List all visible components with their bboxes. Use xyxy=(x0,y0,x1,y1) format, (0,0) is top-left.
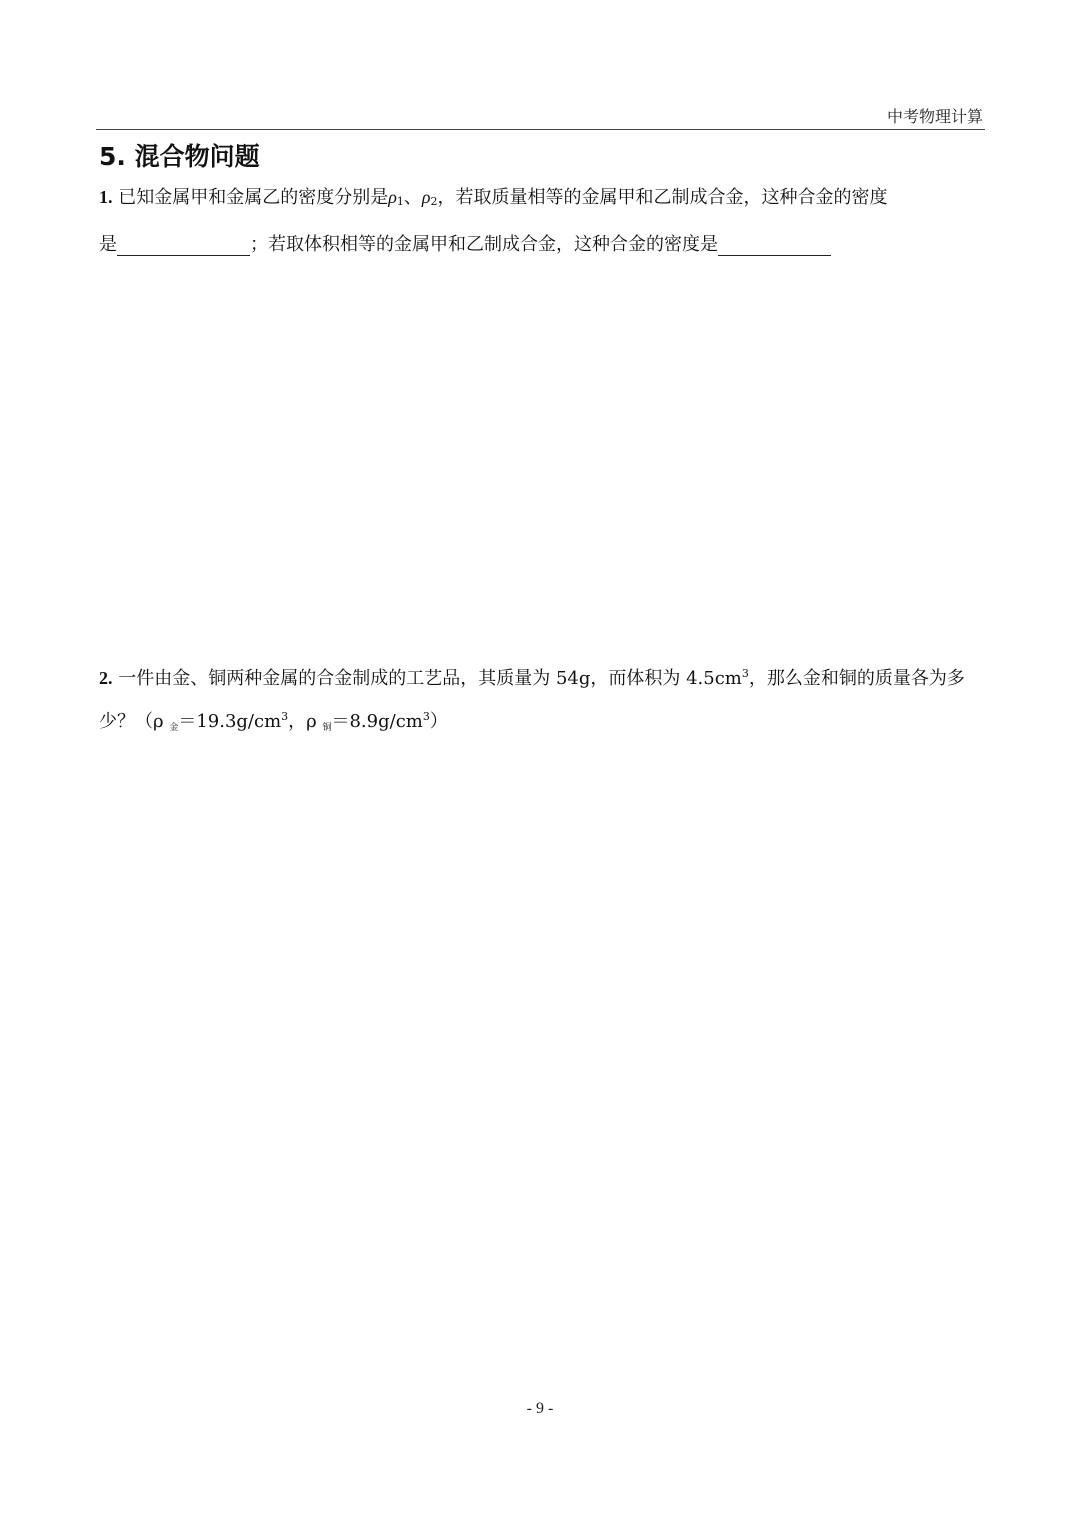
question-2-line-2 xyxy=(99,700,989,750)
question-number: 1. xyxy=(99,187,113,207)
question-text: 少？（ρ xyxy=(99,711,170,732)
section-title: 5. 混合物问题 xyxy=(99,142,260,171)
superscript: 3 xyxy=(422,710,430,723)
question-text: ） xyxy=(429,711,448,732)
answer-blank-1[interactable] xyxy=(117,233,250,256)
question-2-line-1 xyxy=(99,657,989,700)
question-1-line-1 xyxy=(99,176,989,223)
question-text: ＝19.3g/cm xyxy=(178,711,282,732)
question-text: ，ρ xyxy=(288,711,323,732)
question-text: ，那么金和铜的质量各为多 xyxy=(748,668,965,689)
question-1-line-2 xyxy=(99,223,989,266)
subscript: 铜 xyxy=(322,723,332,733)
question-2 xyxy=(99,657,989,750)
rho-symbol: ρ xyxy=(421,187,431,207)
question-text: 已知金属甲和金属乙的密度分别是 xyxy=(112,187,389,208)
subscript: 2 xyxy=(430,195,438,208)
header-title: 中考物理计算 xyxy=(886,107,983,126)
question-text: ＝8.9g/cm xyxy=(331,711,423,732)
page-number: - 9 - xyxy=(526,1400,554,1417)
question-text: ；若取体积相等的金属甲和乙制成合金，这种合金的密度是 xyxy=(250,234,718,255)
separator: 、 xyxy=(403,187,422,208)
superscript: 3 xyxy=(741,667,749,680)
question-text: 一件由金、铜两种金属的合金制成的工艺品，其质量为 54g，而体积为 4.5cm xyxy=(112,668,742,689)
question-number: 2. xyxy=(99,668,113,688)
subscript: 金 xyxy=(169,723,179,733)
question-1 xyxy=(99,176,989,266)
header-divider xyxy=(96,129,985,130)
question-text: ，若取质量相等的金属甲和乙制成合金，这种合金的密度 xyxy=(437,187,888,208)
question-text: 是 xyxy=(99,234,117,255)
superscript: 3 xyxy=(281,710,289,723)
answer-blank-2[interactable] xyxy=(718,233,831,256)
subscript: 1 xyxy=(396,195,404,208)
rho-symbol: ρ xyxy=(388,187,397,207)
